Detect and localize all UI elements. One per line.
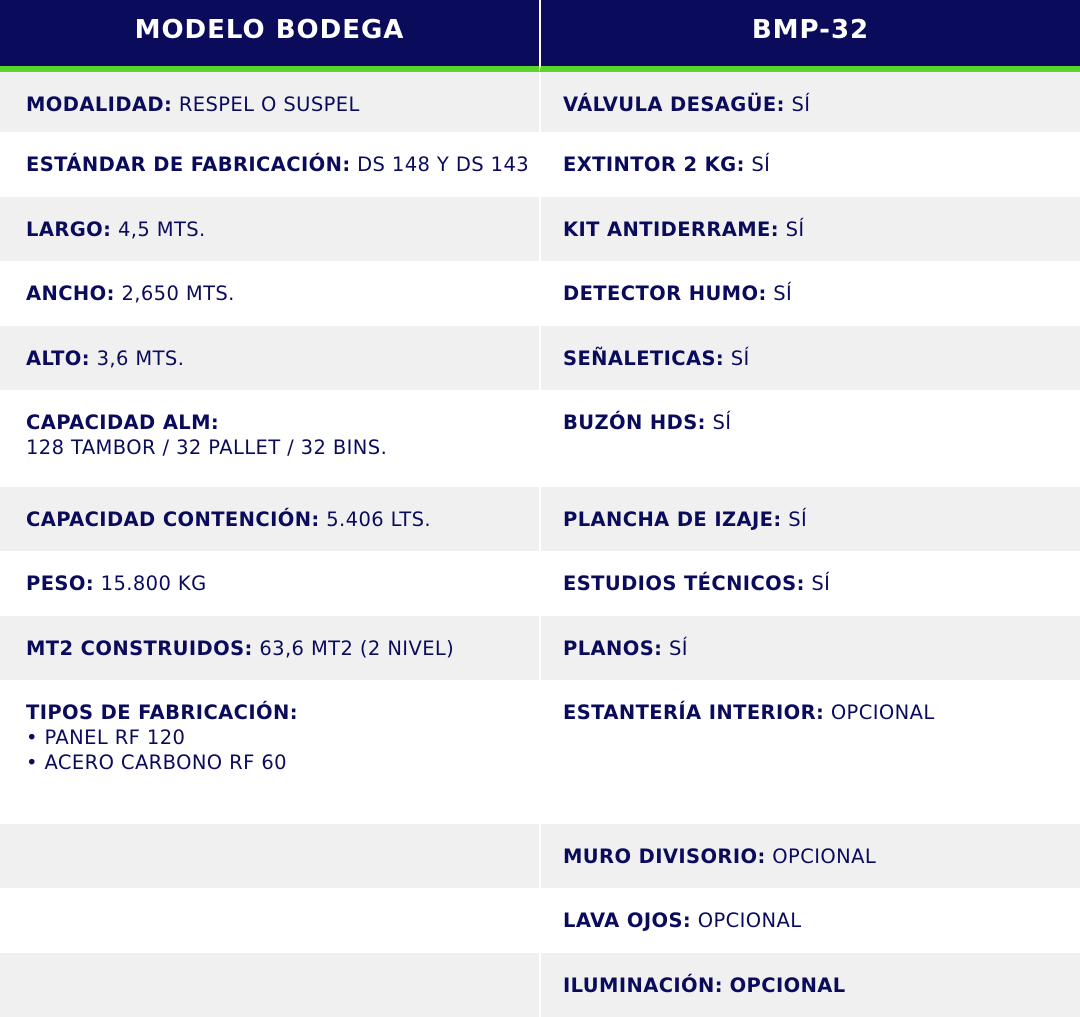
- spec-cell-right: [539, 616, 1080, 680]
- spec-label: CAPACIDAD ALM:: [26, 411, 220, 434]
- spec-value: 4,5 MTS.: [117, 218, 206, 241]
- spec-value: SÍ: [730, 347, 750, 370]
- spec-cell-left: [0, 197, 539, 261]
- table-row: [0, 953, 1080, 1017]
- spec-value: SÍ: [773, 282, 793, 305]
- spec-cell-right: [539, 261, 1080, 326]
- spec-label: ILUMINACIÓN:: [563, 974, 723, 997]
- spec-label: CAPACIDAD CONTENCIÓN:: [26, 508, 320, 531]
- spec-value: 3,6 MTS.: [96, 347, 185, 370]
- spec-label: MODALIDAD:: [26, 93, 173, 116]
- spec-label: DETECTOR HUMO:: [563, 282, 767, 305]
- spec-label: BUZÓN HDS:: [563, 411, 706, 434]
- spec-cell-right: [539, 680, 1080, 824]
- spec-cell-right: [539, 132, 1080, 197]
- spec-value: SÍ: [668, 637, 688, 660]
- spec-label: EXTINTOR 2 KG:: [563, 153, 745, 176]
- spec-value: 5.406 LTS.: [326, 508, 431, 531]
- spec-value: SÍ: [712, 411, 732, 434]
- table-row: [0, 261, 1080, 326]
- table-row: [0, 824, 1080, 888]
- spec-label: ESTUDIOS TÉCNICOS:: [563, 572, 805, 595]
- spec-value: SÍ: [751, 153, 771, 176]
- spec-cell-left: [0, 487, 539, 551]
- header-model-label: MODELO BODEGA: [0, 0, 539, 72]
- spec-value: OPCIONAL: [729, 974, 846, 997]
- table-row: [0, 390, 1080, 487]
- spec-cell-right: [539, 824, 1080, 888]
- spec-cell-right: [539, 197, 1080, 261]
- spec-label: PLANCHA DE IZAJE:: [563, 508, 782, 531]
- spec-label: MT2 CONSTRUIDOS:: [26, 637, 253, 660]
- spec-cell-left: [0, 824, 539, 888]
- table-row: [0, 616, 1080, 680]
- spec-cell-right: [539, 72, 1080, 132]
- spec-cell-left: [0, 953, 539, 1017]
- spec-cell-left: [0, 551, 539, 616]
- table-row: [0, 888, 1080, 953]
- spec-value: OPCIONAL: [697, 909, 802, 932]
- spec-label: LAVA OJOS:: [563, 909, 692, 932]
- table-row: [0, 197, 1080, 261]
- spec-value: SÍ: [788, 508, 808, 531]
- spec-label: SEÑALETICAS:: [563, 347, 725, 370]
- table-row: [0, 326, 1080, 390]
- spec-label: MURO DIVISORIO:: [563, 845, 766, 868]
- spec-label: PESO:: [26, 572, 95, 595]
- spec-value: OPCIONAL: [772, 845, 877, 868]
- spec-value: SÍ: [791, 93, 811, 116]
- spec-value: DS 148 Y DS 143: [357, 153, 530, 176]
- spec-cell-left: [0, 326, 539, 390]
- table-row: [0, 132, 1080, 197]
- spec-label: ALTO:: [26, 347, 90, 370]
- table-row: [0, 551, 1080, 616]
- table-header: [0, 0, 1080, 72]
- spec-value: SÍ: [785, 218, 805, 241]
- spec-value: OPCIONAL: [830, 701, 935, 724]
- spec-cell-left: [0, 616, 539, 680]
- spec-label: ESTÁNDAR DE FABRICACIÓN:: [26, 153, 351, 176]
- spec-cell-right: [539, 953, 1080, 1017]
- spec-cell-right: [539, 326, 1080, 390]
- spec-label: TIPOS DE FABRICACIÓN:: [26, 701, 298, 724]
- table-row: [0, 487, 1080, 551]
- spec-value: 63,6 MT2 (2 NIVEL): [259, 637, 455, 660]
- spec-value: 15.800 KG: [100, 572, 207, 595]
- spec-cell-right: [539, 390, 1080, 487]
- spec-cell-right: [539, 551, 1080, 616]
- spec-value: 2,650 MTS.: [121, 282, 235, 305]
- spec-cell-left: [0, 132, 539, 197]
- spec-value: RESPEL O SUSPEL: [178, 93, 360, 116]
- spec-label: VÁLVULA DESAGÜE:: [563, 93, 785, 116]
- spec-label: ANCHO:: [26, 282, 115, 305]
- spec-list-item: • ACERO CARBONO RF 60: [26, 751, 287, 774]
- spec-value: 128 TAMBOR / 32 PALLET / 32 BINS.: [26, 436, 388, 459]
- spec-label: LARGO:: [26, 218, 112, 241]
- spec-value: SÍ: [811, 572, 831, 595]
- spec-label: PLANOS:: [563, 637, 663, 660]
- header-model-code: BMP-32: [539, 0, 1080, 72]
- spec-label: KIT ANTIDERRAME:: [563, 218, 779, 241]
- spec-cell-left: [0, 390, 539, 487]
- spec-cell-left: [0, 72, 539, 132]
- spec-list-item: • PANEL RF 120: [26, 726, 186, 749]
- spec-cell-right: [539, 888, 1080, 953]
- spec-cell-left: [0, 261, 539, 326]
- table-row: [0, 680, 1080, 824]
- spec-cell-left: [0, 888, 539, 953]
- spec-label: ESTANTERÍA INTERIOR:: [563, 701, 825, 724]
- spec-cell-right: [539, 487, 1080, 551]
- table-row: [0, 72, 1080, 132]
- spec-cell-left: [0, 680, 539, 824]
